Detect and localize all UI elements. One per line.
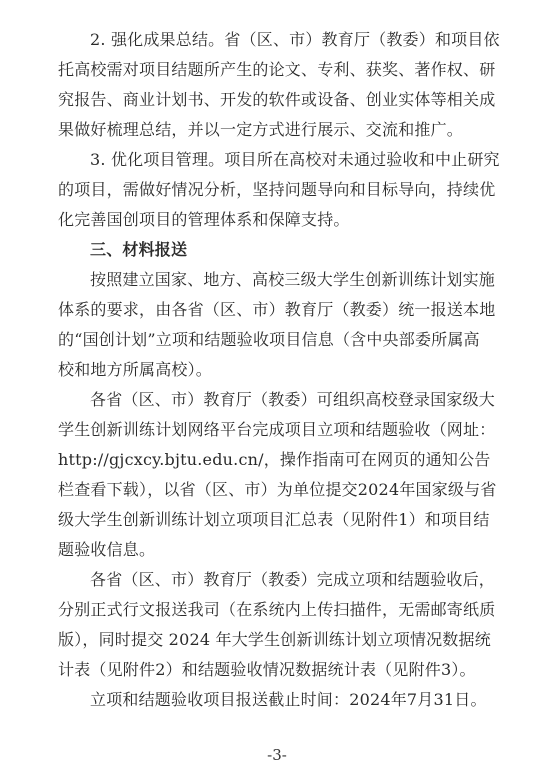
paragraph-system-line-3: 的“国创计划”立项和结题验收项目信息（含中央部委所属高 — [58, 330, 480, 349]
paragraph-platform-line-2: 学生创新训练计划网络平台完成项目立项和结题验收（网址： — [58, 420, 496, 439]
paragraph-system-line-1: 按照建立国家、地方、高校三级大学生创新训练计划实施 — [90, 270, 496, 289]
paragraph-strengthen-results-line-1: 2. 强化成果总结。省（区、市）教育厅（教委）和项目依 — [90, 30, 500, 49]
paragraph-strengthen-results-line-2: 托高校需对项目结题所产生的论文、专利、获奖、著作权、研 — [58, 60, 496, 79]
paragraph-submission-line-4: 计表（见附件2）和结题验收情况数据统计表（见附件3）。 — [58, 660, 476, 679]
paragraph-platform-line-4: 栏查看下载），以省（区、市）为单位提交2024年国家级与省 — [58, 480, 497, 499]
page-number: -3- — [267, 746, 287, 764]
paragraph-system-line-4: 校和地方所属高校）。 — [58, 360, 213, 379]
paragraph-submission-line-3: 版），同时提交 2024 年大学生创新训练计划立项情况数据统 — [58, 630, 491, 649]
paragraph-system-line-2: 体系的要求，由各省（区、市）教育厅（教委）统一报送本地 — [58, 300, 496, 319]
paragraph-platform-line-5: 级大学生创新训练计划立项项目汇总表（见附件1）和项目结 — [58, 510, 490, 529]
paragraph-platform-line-1: 各省（区、市）教育厅（教委）可组织高校登录国家级大 — [90, 390, 496, 409]
paragraph-submission-line-1: 各省（区、市）教育厅（教委）完成立项和结题验收后， — [90, 570, 496, 589]
paragraph-optimize-management-line-1: 3. 优化项目管理。项目所在高校对未通过验收和中止研究 — [90, 150, 500, 169]
paragraph-deadline: 立项和结题验收项目报送截止时间：2024年7月31日。 — [90, 690, 487, 709]
paragraph-submission-line-2: 分别正式行文报送我司（在系统内上传扫描件，无需邮寄纸质 — [58, 600, 496, 619]
paragraph-platform-line-6: 题验收信息。 — [58, 540, 156, 559]
section-heading-materials: 三、材料报送 — [90, 240, 188, 259]
paragraph-optimize-management-line-2: 的项目，需做好情况分析，坚持问题导向和目标导向，持续优 — [58, 180, 496, 199]
paragraph-strengthen-results-line-4: 果做好梳理总结，并以一定方式进行展示、交流和推广。 — [58, 120, 464, 139]
paragraph-strengthen-results-line-3: 究报告、商业计划书、开发的软件或设备、创业实体等相关成 — [58, 90, 496, 109]
paragraph-optimize-management-line-3: 化完善国创项目的管理体系和保障支持。 — [58, 210, 350, 229]
paragraph-platform-line-3-url: http://gjcxcy.bjtu.edu.cn/，操作指南可在网页的通知公告 — [58, 450, 491, 469]
